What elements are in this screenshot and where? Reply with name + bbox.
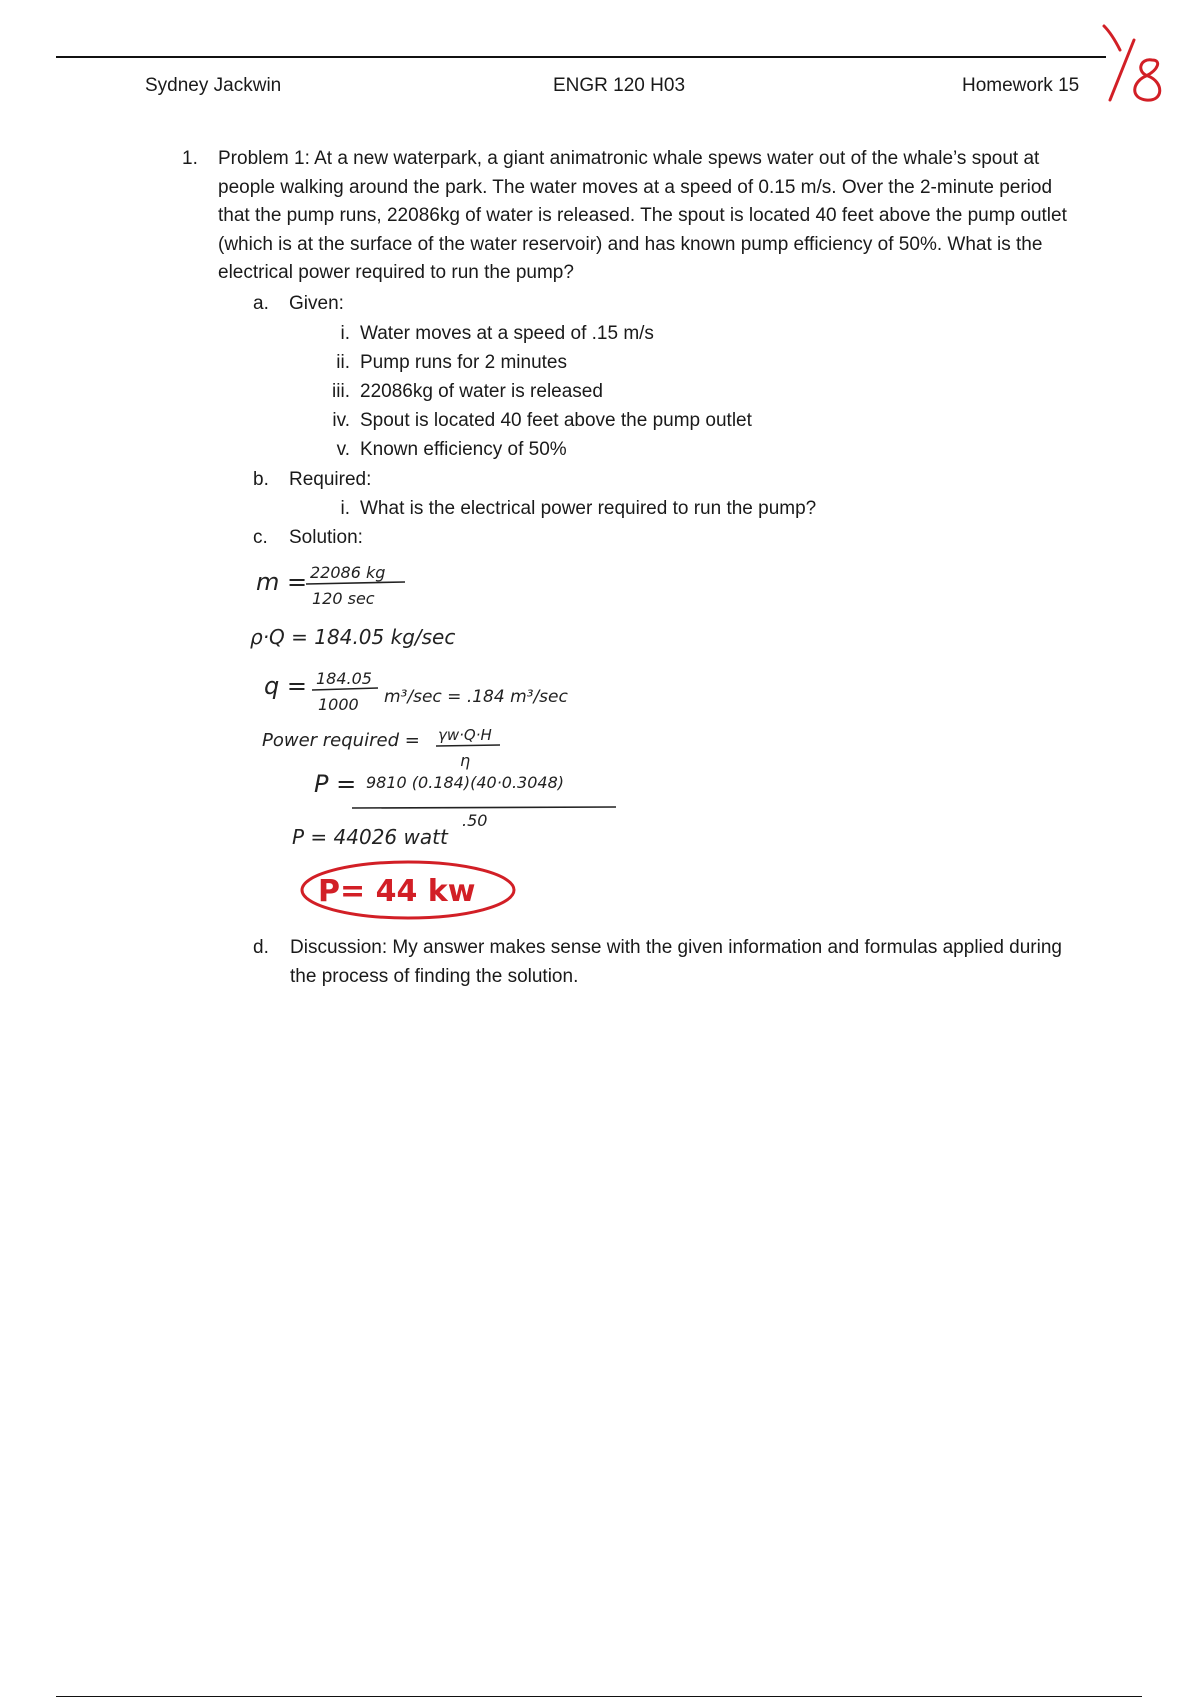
- discussion-text: Discussion: My answer makes sense with the given information and formulas applied during the process of finding the solution.: [290, 937, 1062, 987]
- discussion-label: d.: [253, 937, 269, 958]
- hw-flow-lhs: q =: [264, 672, 307, 700]
- hw-mass-num: 22086 kg: [310, 563, 386, 582]
- hw-mass-lhs: m =: [256, 568, 308, 596]
- student-name: Sydney Jackwin: [145, 75, 282, 96]
- hw-mass-den: 120 sec: [312, 589, 375, 608]
- hw-power-sub-num: 9810 (0.184)(40·0.3048): [366, 773, 565, 792]
- hw-power-formula-den: η: [460, 751, 471, 770]
- problem-number: 1.: [182, 148, 198, 169]
- course-code: ENGR 120 H03: [553, 75, 686, 96]
- hw-mass-flow: ρ·Q = 184.05 kg/sec: [250, 625, 456, 649]
- required-item: i. What is the electrical power required to run the pump?: [340, 498, 817, 519]
- given-item: iv. Spout is located 40 feet above the pump outlet: [332, 410, 752, 431]
- svg-text:1/8: 1/8: [1140, 67, 1143, 69]
- discussion: [253, 934, 1093, 991]
- hw-power-watts: P = 44026 watt: [292, 825, 448, 849]
- hw-power-formula-lhs: Power required =: [262, 730, 420, 751]
- problem-text: Problem 1: At a new waterpark, a giant animatronic whale spews water out of the whale’s spout at people walking around the park. The water moves at a speed of 0.15 m/s. Over the 2-minute period that the pump runs, 22086kg of water is released. The spout is located 40 feet above the pump outlet (which is at the surface of the water reservoir) and has known pump efficiency of 50%. What is the electrical power required to run the pump?: [218, 148, 1067, 283]
- hw-flow-den: 1000: [318, 695, 359, 714]
- assignment-title: Homework 15: [962, 75, 1080, 96]
- hw-power-sub-den: .50: [462, 811, 488, 830]
- hw-flow-rhs: m³/sec = .184 m³/sec: [384, 687, 568, 707]
- given-heading: a. Given:: [253, 293, 344, 314]
- hw-power-sub-lhs: P =: [314, 770, 357, 798]
- solution-heading: c. Solution:: [253, 527, 363, 548]
- given-item: ii. Pump runs for 2 minutes: [336, 352, 567, 373]
- given-item: i. Water moves at a speed of .15 m/s: [340, 323, 654, 344]
- footer-rule: [56, 1696, 1142, 1697]
- required-heading: b. Required:: [253, 469, 372, 490]
- given-item: iii. 22086kg of water is released: [332, 381, 603, 402]
- final-answer: P= 44 kw: [318, 874, 476, 909]
- hw-flow-num: 184.05: [316, 669, 372, 688]
- given-item: v. Known efficiency of 50%: [336, 439, 567, 460]
- hw-power-formula-num: γw·Q·H: [438, 726, 492, 744]
